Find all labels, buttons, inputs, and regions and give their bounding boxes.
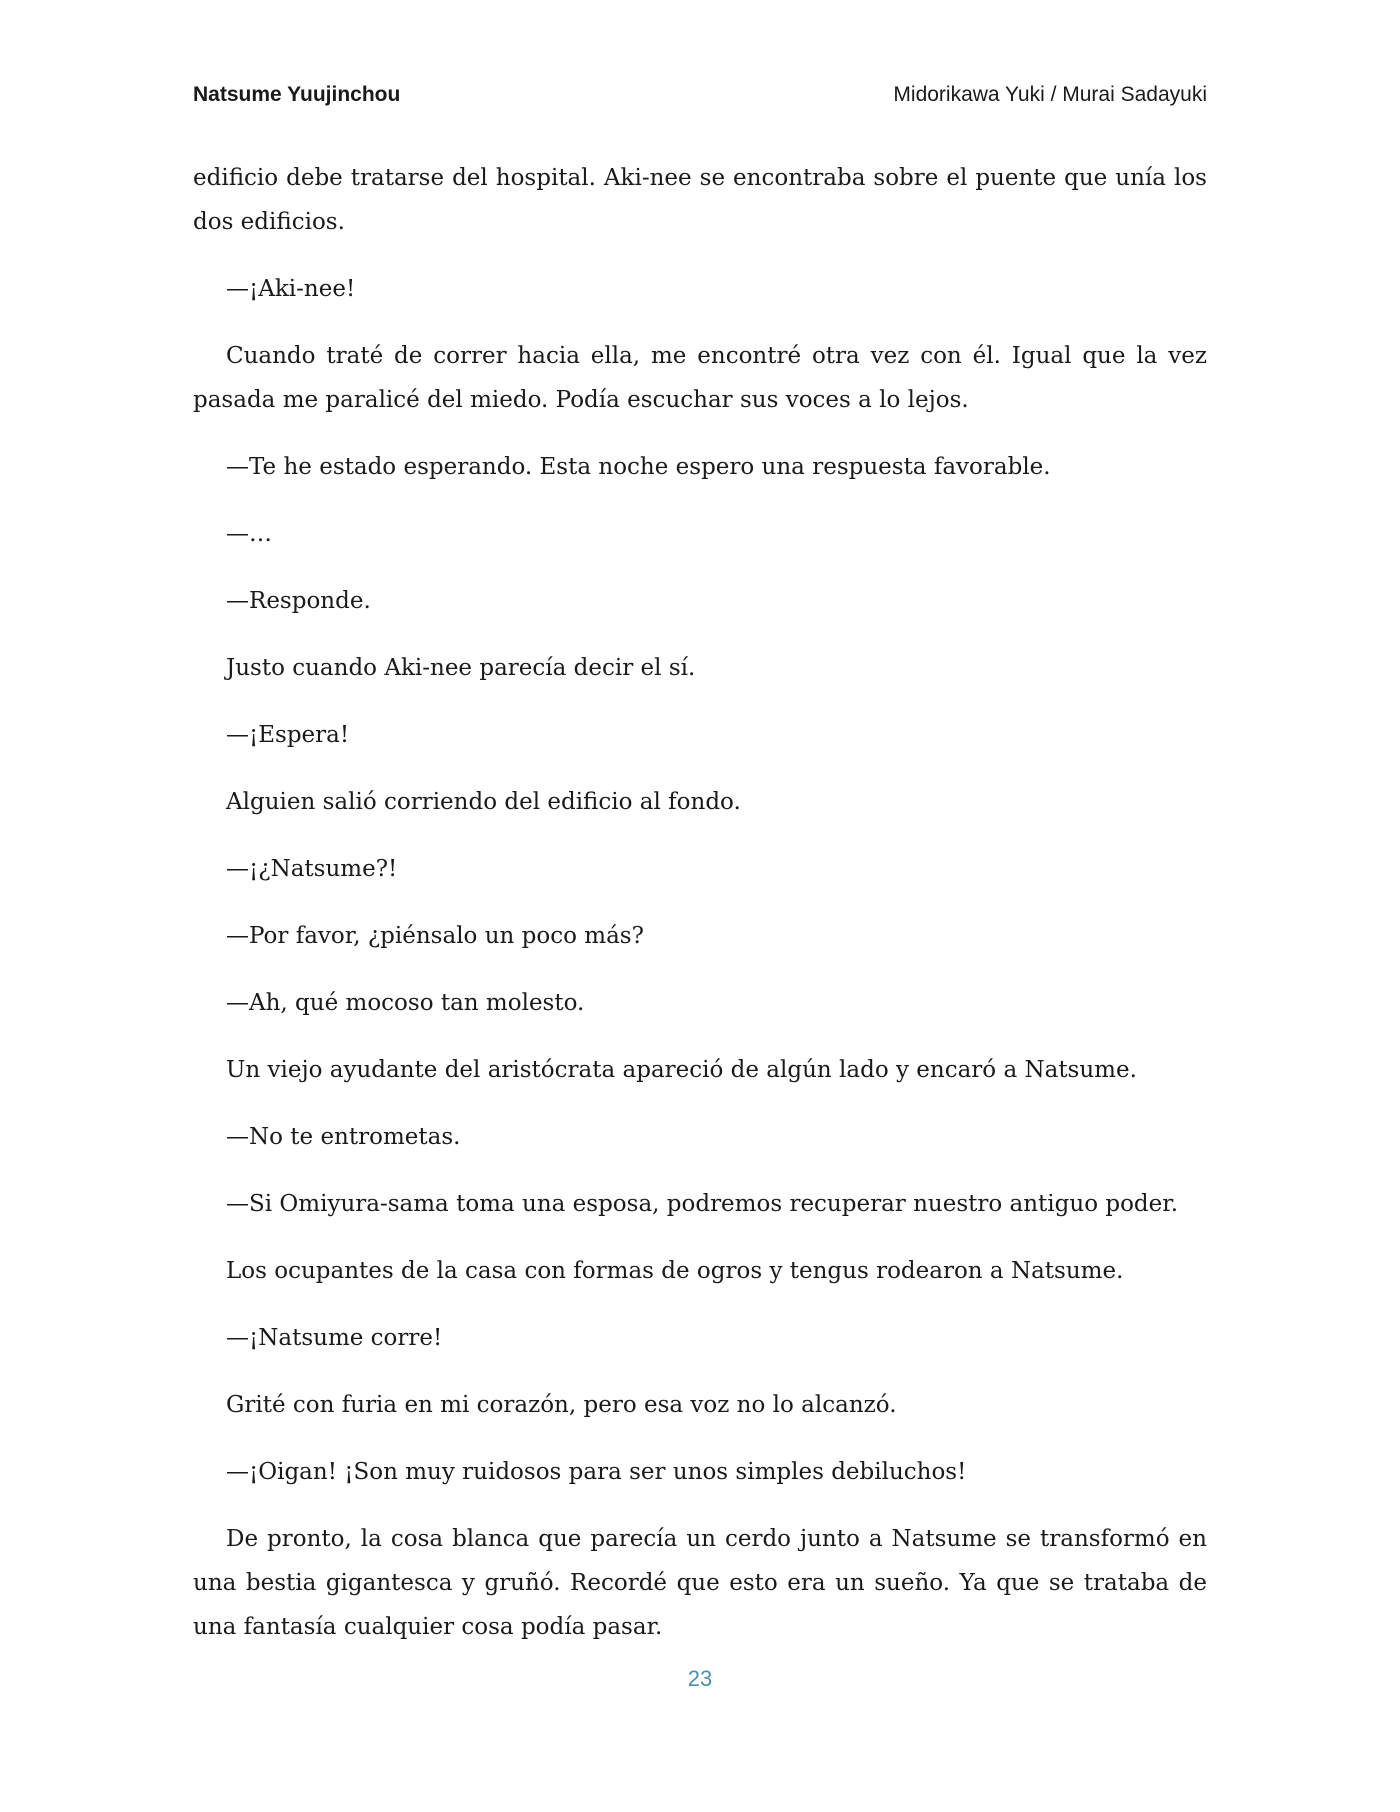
paragraph: —Ah, qué mocoso tan molesto. (226, 990, 585, 1016)
paragraph: —¡¿Natsume?! (226, 856, 398, 882)
page-number: 23 (687, 1666, 713, 1691)
paragraph: Cuando traté de correr hacia ella, me encontré otra vez con él. Igual que la vez pasada me paralicé del miedo. Podía escuchar sus voces a lo lejos. (193, 343, 1207, 413)
book-title: Natsume Yuujinchou (193, 83, 401, 106)
paragraph: Justo cuando Aki-nee parecía decir el sí. (226, 655, 696, 681)
paragraph: —¡Aki-nee! (226, 276, 356, 302)
paragraph: —Te he estado esperando. Esta noche espero una respuesta favorable. (226, 454, 1051, 480)
paragraph: —¡Espera! (226, 722, 350, 748)
paragraph: Un viejo ayudante del aristócrata apareció de algún lado y encaró a Natsume. (226, 1057, 1137, 1083)
paragraph: edificio debe tratarse del hospital. Aki-nee se encontraba sobre el puente que unía los dos edificios. (193, 165, 1207, 235)
paragraph: —Por favor, ¿piénsalo un poco más? (226, 923, 644, 949)
body-text (193, 156, 1207, 1672)
paragraph: De pronto, la cosa blanca que parecía un cerdo junto a Natsume se transformó en una bestia gigantesca y gruñó. Recordé que esto era un sueño. Ya que se trataba de una fantasía cualquier cosa podía pasar. (193, 1526, 1207, 1640)
paragraph: Los ocupantes de la casa con formas de ogros y tengus rodearon a Natsume. (226, 1258, 1124, 1284)
paragraph: —¡Oigan! ¡Son muy ruidosos para ser unos simples debiluchos! (226, 1459, 967, 1485)
paragraph: Grité con furia en mi corazón, pero esa voz no lo alcanzó. (226, 1392, 897, 1418)
page-header (193, 78, 1207, 112)
paragraph: —Responde. (226, 588, 371, 614)
paragraph: —Si Omiyura-sama toma una esposa, podremos recuperar nuestro antiguo poder. (226, 1191, 1179, 1217)
book-authors: Midorikawa Yuki / Murai Sadayuki (893, 83, 1207, 106)
paragraph: —No te entrometas. (226, 1124, 461, 1150)
paragraph: —… (226, 521, 272, 547)
paragraph: —¡Natsume corre! (226, 1325, 443, 1351)
paragraph: Alguien salió corriendo del edificio al fondo. (226, 789, 741, 815)
